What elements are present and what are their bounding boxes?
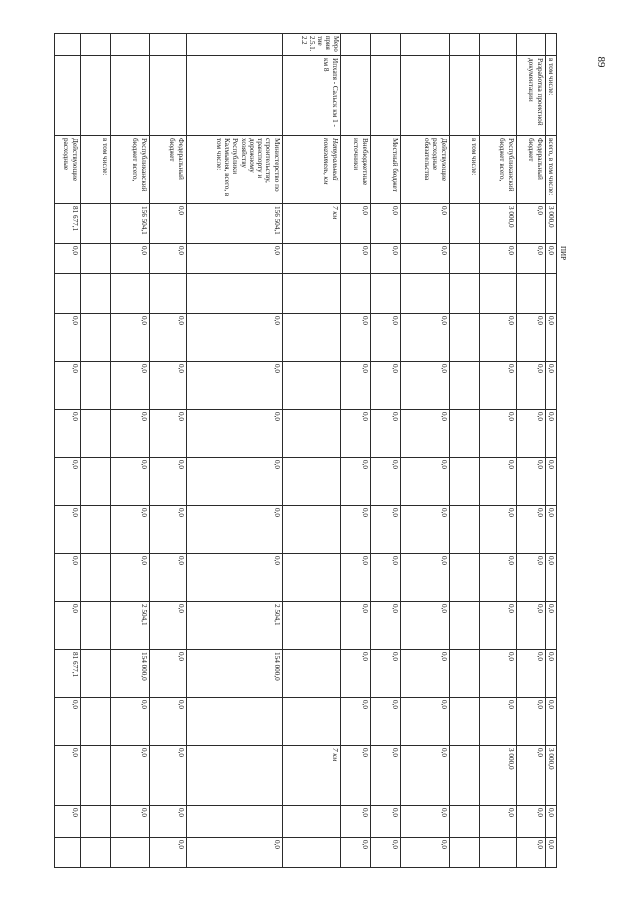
table-cell: 0,0	[516, 554, 545, 602]
table-cell: 0,0	[545, 506, 556, 554]
table-cell	[449, 838, 479, 868]
table-cell	[282, 506, 340, 554]
table-cell: 0,0	[370, 698, 400, 746]
table-cell	[449, 56, 479, 136]
table-cell: 0,0	[149, 698, 186, 746]
table-cell: 154 000,0	[186, 650, 282, 698]
table-cell	[149, 56, 186, 136]
table-body	[54, 34, 567, 868]
table-cell: 0,0	[545, 458, 556, 506]
table-cell	[449, 362, 479, 410]
table-cell	[400, 274, 449, 314]
table-cell: Меро прия тие 2.5.1. 2.2	[282, 34, 340, 56]
table-cell: 0,0	[110, 458, 149, 506]
table-cell: в том числе:	[449, 136, 479, 204]
table-cell: 0,0	[149, 244, 186, 274]
table-cell: 0,0	[340, 314, 370, 362]
table-cell	[449, 650, 479, 698]
table-cell: 0,0	[149, 362, 186, 410]
table-cell: 0,0	[479, 244, 516, 274]
table-cell: 0,0	[340, 410, 370, 458]
table-cell: 0,0	[149, 204, 186, 244]
table-cell: 0,0	[110, 314, 149, 362]
table-cell: Министерство по строительству, транспорту и дорожному хозяйству Республики Калмыкия, всего, в том числе:	[186, 136, 282, 204]
table-cell: 0,0	[516, 650, 545, 698]
table-cell	[80, 458, 110, 506]
table-cell: 2 504,1	[110, 602, 149, 650]
page-number: 89	[595, 56, 607, 68]
table-cell	[479, 56, 516, 136]
table-cell	[54, 838, 80, 868]
table-cell: 0,0	[110, 506, 149, 554]
table-cell: 0,0	[479, 314, 516, 362]
table-cell: 0,0	[370, 554, 400, 602]
table-cell	[545, 274, 556, 314]
table-cell: 81 677,1	[54, 204, 80, 244]
table-cell: 0,0	[110, 806, 149, 838]
table-cell: 0,0	[545, 362, 556, 410]
table-cell: Действующие расходные обязательства	[400, 136, 449, 204]
table-cell: 0,0	[400, 838, 449, 868]
table-cell: 0,0	[516, 602, 545, 650]
table-cell	[80, 410, 110, 458]
table-cell: 0,0	[149, 410, 186, 458]
table-cell	[516, 274, 545, 314]
table-cell: 0,0	[370, 806, 400, 838]
table-cell: 0,0	[340, 554, 370, 602]
table-cell	[340, 56, 370, 136]
table-cell: 0,0	[479, 362, 516, 410]
table-cell	[282, 806, 340, 838]
table-cell	[400, 34, 449, 56]
table-cell	[449, 410, 479, 458]
table-cell: 0,0	[370, 458, 400, 506]
table-cell: 0,0	[400, 458, 449, 506]
table-cell	[449, 806, 479, 838]
table-cell: 0,0	[149, 806, 186, 838]
table-cell: 0,0	[479, 410, 516, 458]
table-cell: 0,0	[545, 410, 556, 458]
table-cell: 0,0	[149, 746, 186, 806]
table-cell: 0,0	[370, 410, 400, 458]
table-cell	[80, 56, 110, 136]
table-cell: 0,0	[110, 698, 149, 746]
table-cell	[80, 698, 110, 746]
table-cell	[186, 56, 282, 136]
table-cell: 0,0	[370, 244, 400, 274]
table-cell	[80, 838, 110, 868]
table-cell: 0,0	[54, 362, 80, 410]
table-cell: 0,0	[186, 362, 282, 410]
table-cell: 0,0	[340, 204, 370, 244]
budget-table	[54, 33, 567, 868]
table-cell	[516, 34, 545, 56]
table-cell	[449, 698, 479, 746]
table-cell	[80, 602, 110, 650]
table-cell: Местный бюджет	[370, 136, 400, 204]
table-cell: 0,0	[186, 506, 282, 554]
table-cell	[449, 34, 479, 56]
table-row	[340, 34, 370, 868]
table-row	[400, 34, 449, 868]
table-cell: 0,0	[340, 746, 370, 806]
table-cell: 154 000,0	[110, 650, 149, 698]
table-cell	[282, 698, 340, 746]
table-cell: в том числе:	[80, 136, 110, 204]
table-cell: Действующие расходные	[54, 136, 80, 204]
table-cell	[110, 34, 149, 56]
table-cell: 0,0	[516, 204, 545, 244]
table-cell: 0,0	[186, 244, 282, 274]
table-cell: 0,0	[400, 554, 449, 602]
table-cell: 0,0	[400, 362, 449, 410]
table-cell: в том числе:	[545, 56, 556, 136]
table-cell: 0,0	[340, 806, 370, 838]
table-cell: 0,0	[370, 650, 400, 698]
table-cell	[186, 698, 282, 746]
table-cell	[282, 650, 340, 698]
table-cell: 0,0	[516, 458, 545, 506]
table-cell: 0,0	[370, 602, 400, 650]
table-cell	[80, 554, 110, 602]
table-cell: 0,0	[545, 602, 556, 650]
table-cell: 0,0	[54, 410, 80, 458]
table-cell: 0,0	[370, 746, 400, 806]
table-cell: 0,0	[340, 650, 370, 698]
table-cell	[80, 806, 110, 838]
table-cell: 0,0	[340, 244, 370, 274]
table-cell	[449, 204, 479, 244]
table-cell	[80, 274, 110, 314]
table-row	[149, 34, 186, 868]
table-cell	[449, 458, 479, 506]
table-row	[479, 34, 516, 868]
table-cell	[110, 838, 149, 868]
table-cell	[54, 34, 80, 56]
table-row	[186, 34, 282, 868]
table-cell: Внебюджетные источники	[340, 136, 370, 204]
table-cell	[80, 34, 110, 56]
table-cell: 0,0	[479, 458, 516, 506]
table-cell: 0,0	[54, 506, 80, 554]
table-cell: 0,0	[516, 314, 545, 362]
table-cell	[449, 746, 479, 806]
table-cell	[282, 838, 340, 868]
table-cell: 0,0	[479, 806, 516, 838]
table-cell: 0,0	[516, 746, 545, 806]
table-cell: 0,0	[149, 314, 186, 362]
table-cell	[479, 274, 516, 314]
table-cell	[449, 314, 479, 362]
table-cell: 0,0	[149, 458, 186, 506]
table-row	[370, 34, 400, 868]
table-cell: Федеральный бюджет	[149, 136, 186, 204]
table-cell: 0,0	[54, 244, 80, 274]
table-cell	[110, 56, 149, 136]
table-cell: Ипхатя - Сальск км 1 - км 8	[282, 56, 340, 136]
table-cell: 7 км	[282, 746, 340, 806]
table-cell	[186, 806, 282, 838]
table-cell	[479, 838, 516, 868]
table-cell: 0,0	[149, 506, 186, 554]
table-cell	[282, 602, 340, 650]
table-cell: 0,0	[479, 650, 516, 698]
table-cell: 0,0	[110, 554, 149, 602]
table-cell	[449, 244, 479, 274]
rotated-table-wrapper	[62, 33, 567, 849]
table-cell: 0,0	[54, 602, 80, 650]
table-cell: 0,0	[545, 838, 556, 868]
table-cell: 0,0	[340, 458, 370, 506]
table-cell: 156 504,1	[110, 204, 149, 244]
table-cell: 0,0	[516, 244, 545, 274]
table-cell	[186, 274, 282, 314]
table-cell: 0,0	[545, 650, 556, 698]
table-cell	[400, 56, 449, 136]
table-cell: 0,0	[400, 506, 449, 554]
table-cell	[282, 362, 340, 410]
table-cell: 156 504,1	[186, 204, 282, 244]
table-cell: 0,0	[340, 698, 370, 746]
table-cell	[186, 34, 282, 56]
table-cell: 3 000,0	[479, 746, 516, 806]
table-cell: 0,0	[479, 698, 516, 746]
table-cell: Натуральный показатель, км	[282, 136, 340, 204]
table-cell: 0,0	[370, 362, 400, 410]
table-row	[110, 34, 149, 868]
table-cell: 0,0	[54, 314, 80, 362]
table-cell	[479, 34, 516, 56]
table-cell: Республиканский бюджет всего,	[479, 136, 516, 204]
table-row	[54, 34, 80, 868]
table-cell: 0,0	[400, 650, 449, 698]
table-cell: 2 504,1	[186, 602, 282, 650]
table-cell	[149, 34, 186, 56]
table-cell	[370, 34, 400, 56]
table-cell: 0,0	[149, 554, 186, 602]
table-cell: 0,0	[516, 506, 545, 554]
table-cell: 0,0	[545, 698, 556, 746]
table-cell	[340, 34, 370, 56]
table-cell: ПИР 0,0	[545, 244, 556, 274]
table-cell: Республиканский бюджет всего,	[110, 136, 149, 204]
table-cell: 0,0	[400, 244, 449, 274]
table-cell	[80, 362, 110, 410]
table-cell: 0,0	[400, 314, 449, 362]
table-cell: 0,0	[110, 362, 149, 410]
table-cell: 0,0	[479, 602, 516, 650]
table-cell	[370, 56, 400, 136]
table-cell: 0,0	[149, 838, 186, 868]
table-cell: 0,0	[545, 554, 556, 602]
table-cell	[449, 506, 479, 554]
table-cell	[370, 274, 400, 314]
table-cell: 0,0	[400, 204, 449, 244]
table-cell: 0,0	[110, 410, 149, 458]
table-cell: 3 000,0	[479, 204, 516, 244]
table-cell: 0,0	[186, 554, 282, 602]
table-cell: Разработка проектной документации	[516, 56, 545, 136]
table-cell	[54, 274, 80, 314]
table-cell	[110, 274, 149, 314]
table-cell: 0,0	[110, 746, 149, 806]
table-cell: 0,0	[370, 204, 400, 244]
table-cell	[282, 314, 340, 362]
table-row	[449, 34, 479, 868]
table-cell: 0,0	[54, 554, 80, 602]
table-cell: 0,0	[370, 314, 400, 362]
table-cell: 81 677,1	[54, 650, 80, 698]
table-row	[282, 34, 340, 868]
table-cell	[449, 602, 479, 650]
table-row	[516, 34, 545, 868]
table-cell	[80, 650, 110, 698]
table-cell	[80, 244, 110, 274]
table-cell: 0,0	[400, 746, 449, 806]
table-cell: 0,0	[516, 410, 545, 458]
table-cell: 0,0	[516, 806, 545, 838]
table-cell: 0,0	[340, 602, 370, 650]
table-cell: 0,0	[110, 244, 149, 274]
table-cell	[545, 34, 556, 56]
table-cell: 0,0	[370, 838, 400, 868]
table-cell: 0,0	[400, 410, 449, 458]
table-cell: 0,0	[400, 602, 449, 650]
table-row	[80, 34, 110, 868]
table-cell	[282, 274, 340, 314]
table-cell	[54, 56, 80, 136]
table-cell: 3 000,0	[545, 746, 556, 806]
table-cell	[340, 274, 370, 314]
table-cell	[186, 746, 282, 806]
table-cell: 0,0	[400, 806, 449, 838]
table-cell: 0,0	[545, 314, 556, 362]
table-cell: 0,0	[545, 806, 556, 838]
table-cell	[80, 506, 110, 554]
table-cell	[282, 410, 340, 458]
table-cell: 0,0	[186, 838, 282, 868]
table-cell: 0,0	[149, 602, 186, 650]
table-cell: Федеральный бюджет	[516, 136, 545, 204]
table-cell: 0,0	[186, 314, 282, 362]
table-cell	[282, 554, 340, 602]
table-cell: 7 км	[282, 204, 340, 244]
table-cell: 0,0	[54, 458, 80, 506]
table-cell	[149, 274, 186, 314]
table-cell: всего, в том числе:	[545, 136, 556, 204]
table-cell: 0,0	[400, 698, 449, 746]
table-cell	[449, 554, 479, 602]
table-cell: 0,0	[516, 838, 545, 868]
table-cell: 0,0	[54, 806, 80, 838]
table-cell: 0,0	[149, 650, 186, 698]
table-cell: 0,0	[516, 362, 545, 410]
table-cell: 0,0	[516, 698, 545, 746]
table-cell: 0,0	[186, 458, 282, 506]
table-cell	[449, 274, 479, 314]
table-cell: 0,0	[340, 838, 370, 868]
table-cell: 0,0	[54, 746, 80, 806]
table-cell: 0,0	[54, 698, 80, 746]
table-cell	[80, 314, 110, 362]
table-cell	[282, 244, 340, 274]
table-cell	[282, 458, 340, 506]
table-cell	[80, 746, 110, 806]
table-cell: 0,0	[186, 410, 282, 458]
table-row	[545, 34, 556, 868]
table-cell: 0,0	[340, 362, 370, 410]
table-cell: 0,0	[479, 554, 516, 602]
pir-label: ПИР	[559, 246, 567, 261]
table-cell	[80, 204, 110, 244]
table-cell: 0,0	[340, 506, 370, 554]
table-cell: 0,0	[479, 506, 516, 554]
table-cell: 3 000,0	[545, 204, 556, 244]
table-cell: 0,0	[370, 506, 400, 554]
